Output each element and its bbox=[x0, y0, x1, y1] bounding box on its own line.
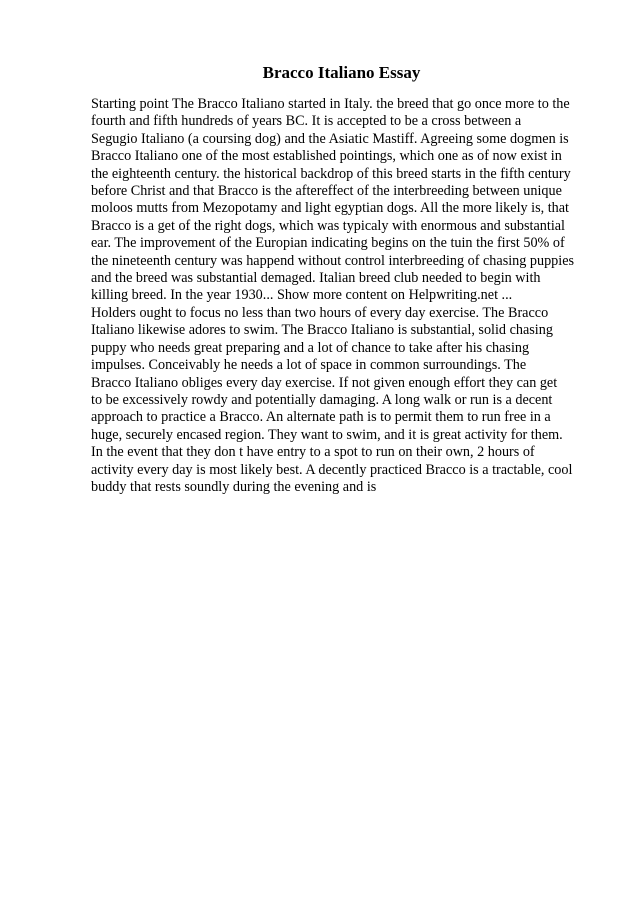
essay-line: impulses. Conceivably he needs a lot of space in common surroundings. The bbox=[91, 357, 527, 374]
essay-line: before Christ and that Bracco is the aftereffect of the interbreeding between unique bbox=[91, 183, 562, 200]
essay-line: and the breed was substantial demaged. Italian breed club needed to begin with bbox=[91, 270, 541, 287]
essay-body bbox=[91, 96, 591, 496]
document-title: Bracco Italiano Essay bbox=[262, 63, 421, 82]
essay-line: moloos mutts from Mezopotamy and light egyptian dogs. All the more likely is, that bbox=[91, 200, 569, 217]
essay-line: approach to practice a Bracco. An alternate path is to permit them to run free in a bbox=[91, 409, 551, 426]
essay-line: killing breed. In the year 1930... Show more content on Helpwriting.net ... bbox=[91, 287, 513, 304]
essay-line: Bracco Italiano one of the most established pointings, which one as of now exist in bbox=[91, 148, 562, 165]
essay-line: activity every day is most likely best. A decently practiced Bracco is a tractable, cool bbox=[91, 461, 573, 478]
essay-line: Bracco is a get of the right dogs, which was typicaly with enormous and substantial bbox=[91, 217, 565, 234]
essay-line: Italiano likewise adores to swim. The Bracco Italiano is substantial, solid chasing bbox=[91, 322, 553, 339]
essay-line: the eighteenth century. the historical backdrop of this breed starts in the fifth century bbox=[91, 165, 571, 182]
essay-line: the nineteenth century was happend without control interbreeding of chasing puppies bbox=[91, 252, 575, 269]
essay-line: fourth and fifth hundreds of years BC. It is accepted to be a cross between a bbox=[91, 113, 522, 130]
essay-line: huge, securely encased region. They want to swim, and it is great activity for them. bbox=[91, 426, 563, 443]
essay-line: puppy who needs great preparing and a lot of chance to take after his chasing bbox=[91, 339, 530, 356]
essay-line: Segugio Italiano (a coursing dog) and the Asiatic Mastiff. Agreeing some dogmen is bbox=[91, 130, 569, 147]
essay-line: Holders ought to focus no less than two hours of every day exercise. The Bracco bbox=[91, 304, 549, 321]
essay-line: to be excessively rowdy and potentially damaging. A long walk or run is a decent bbox=[91, 391, 553, 408]
essay-line: Bracco Italiano obliges every day exercise. If not given enough effort they can get bbox=[91, 374, 558, 391]
essay-line: buddy that rests soundly during the evening and is bbox=[91, 478, 377, 495]
essay-line: Starting point The Bracco Italiano started in Italy. the breed that go once more to the bbox=[91, 96, 570, 112]
essay-line: In the event that they don t have entry to a spot to run on their own, 2 hours of bbox=[91, 444, 535, 461]
essay-line: ear. The improvement of the Europian indicating begins on the tuin the first 50% of bbox=[91, 235, 565, 252]
